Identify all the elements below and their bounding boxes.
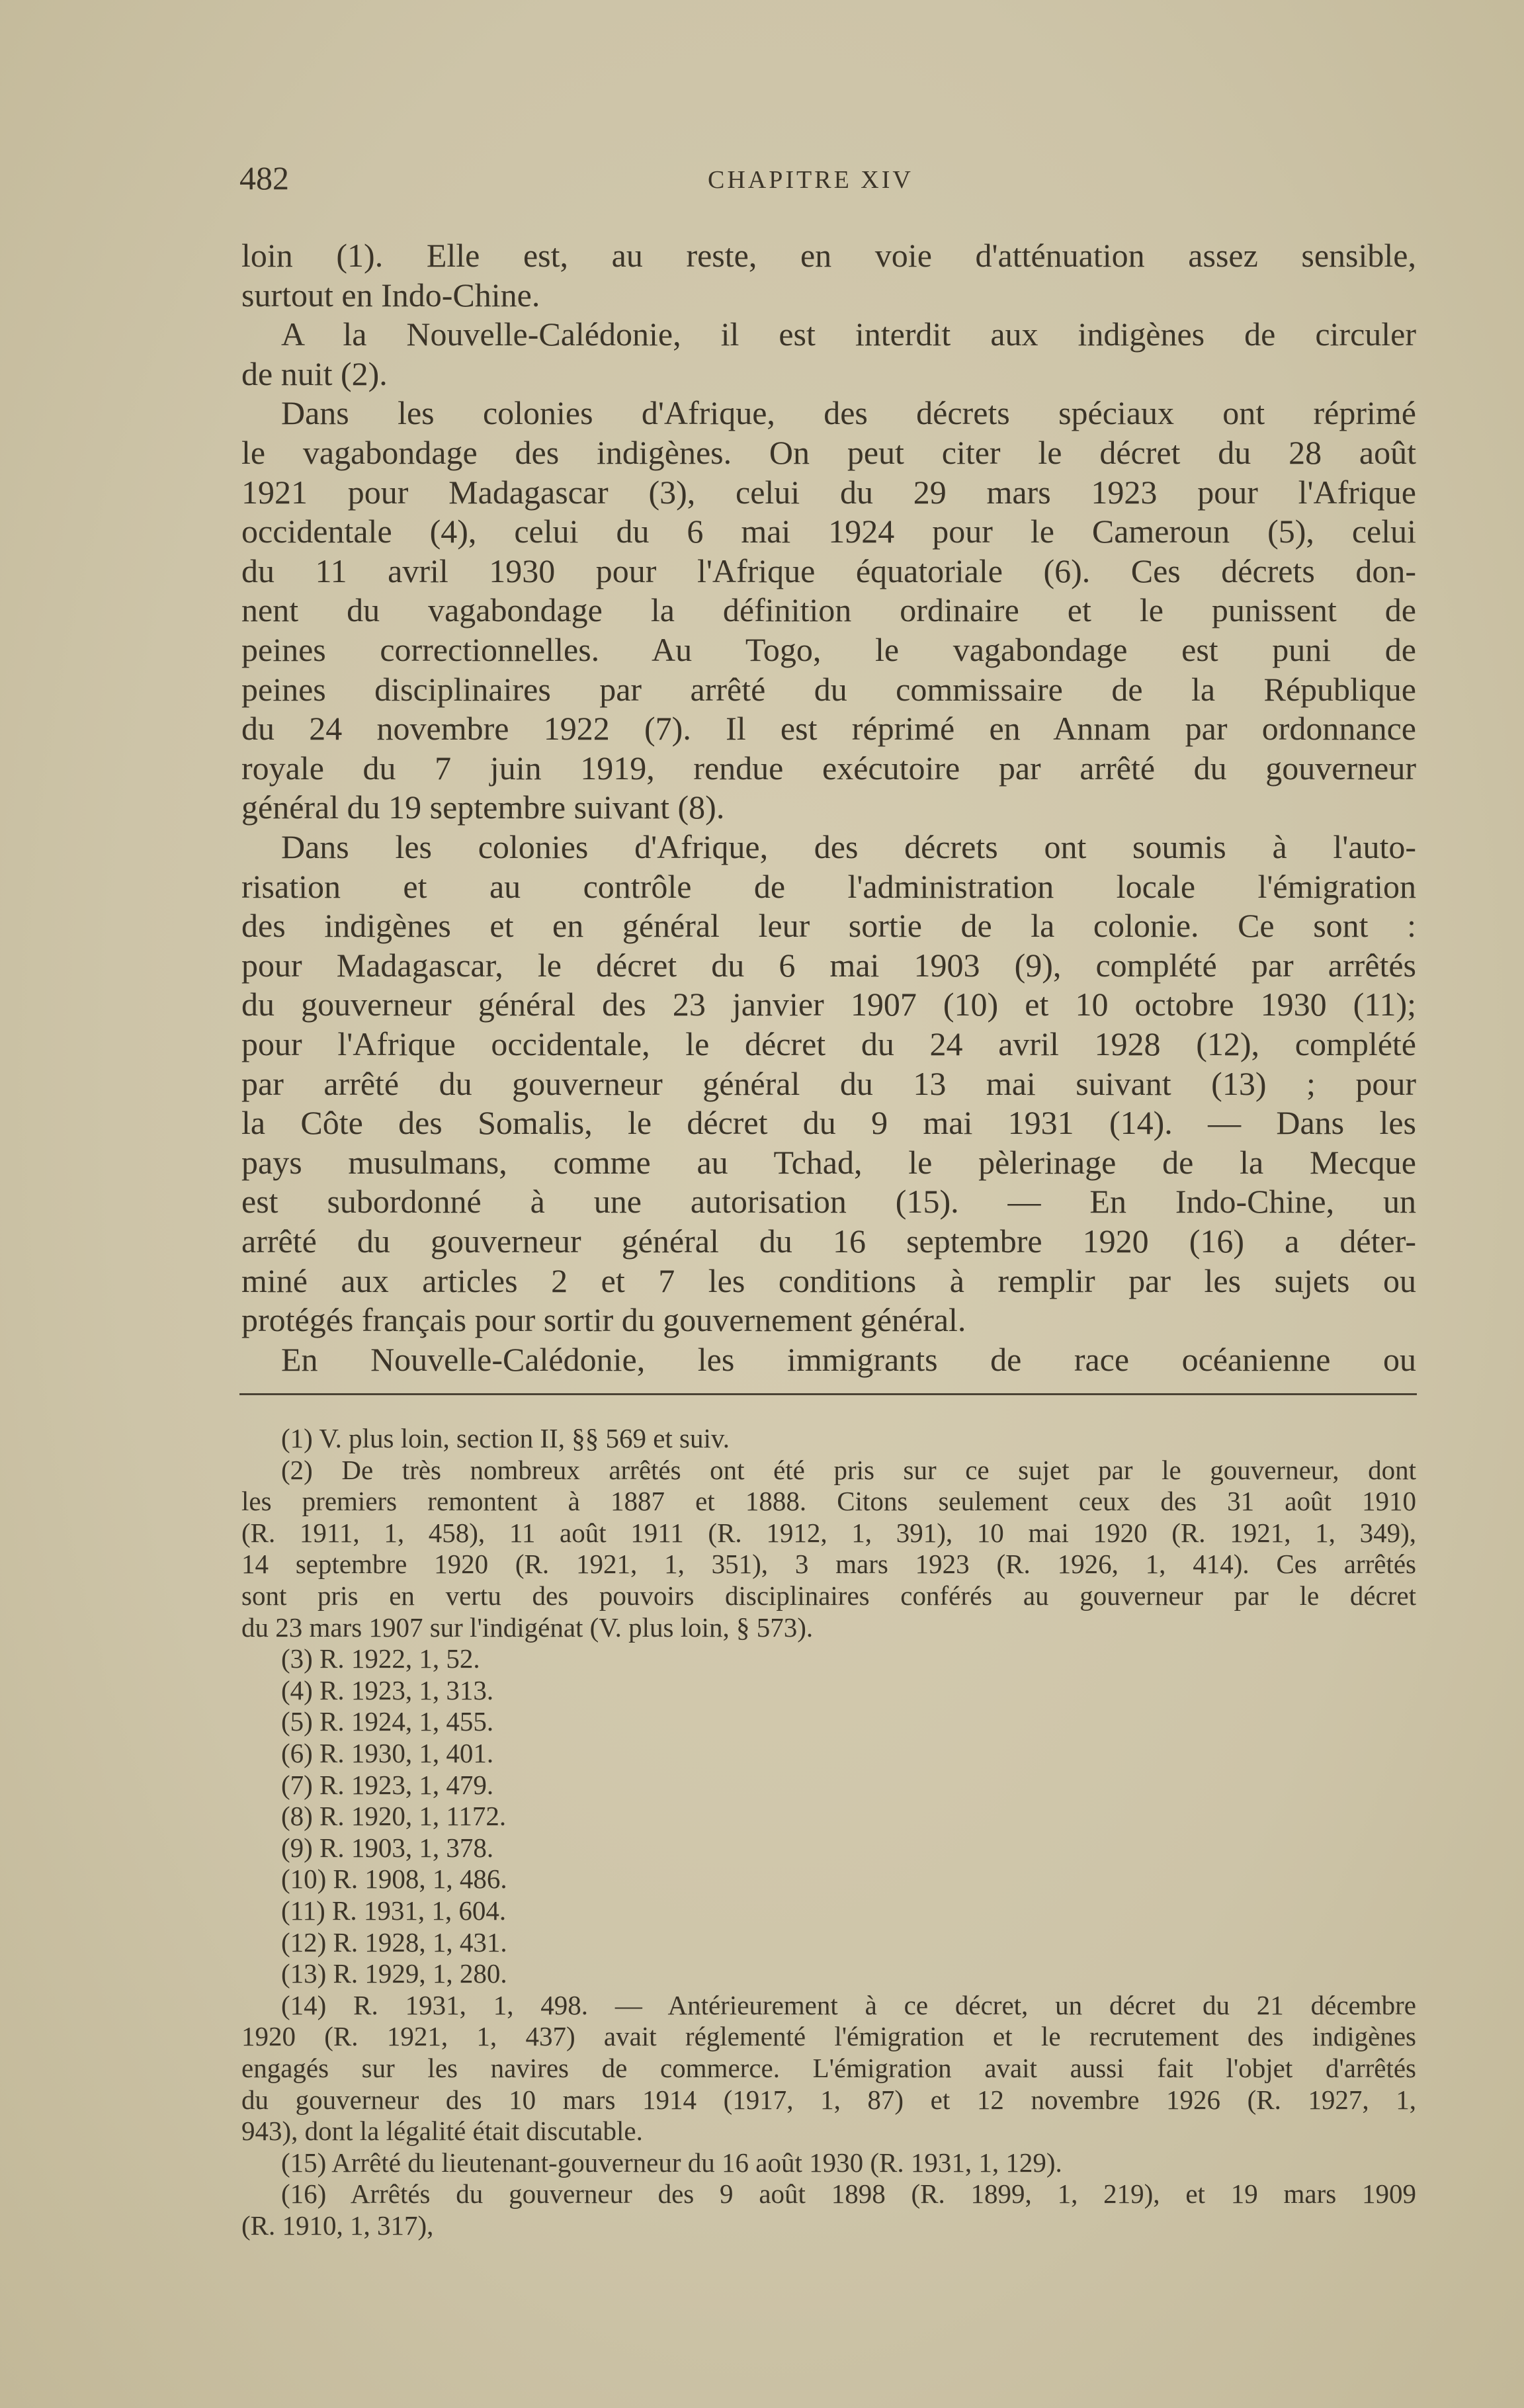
body-text-line: A la Nouvelle-Calédonie, il est interdit aux indigènes de circuler: [281, 316, 1416, 353]
body-text-line: le vagabondage des indigènes. On peut citer le décret du 28 août: [241, 434, 1416, 471]
footnote-line: du 23 mars 1907 sur l'indigénat (V. plus loin, § 573).: [241, 1612, 814, 1643]
footnote-line: (10) R. 1908, 1, 486.: [281, 1864, 507, 1895]
body-text-line: occidentale (4), celui du 6 mai 1924 pour le Cameroun (5), celui: [241, 513, 1416, 550]
page-number: 482: [239, 159, 289, 196]
body-text-line: nent du vagabondage la définition ordinaire et le punissent de: [241, 591, 1416, 629]
footnote-line: (R. 1910, 1, 317),: [241, 2210, 434, 2241]
footnote-line: (1) V. plus loin, section II, §§ 569 et suiv.: [281, 1423, 730, 1453]
footnote-line: les premiers remontent à 1887 et 1888. Citons seulement ceux des 31 août 1910: [241, 1486, 1416, 1517]
footnote-line: 943), dont la légalité était discutable.: [241, 2116, 643, 2147]
body-text-line: surtout en Indo-Chine.: [241, 276, 540, 314]
footnote-line: (15) Arrêté du lieutenant-gouverneur du 16 août 1930 (R. 1931, 1, 129).: [281, 2147, 1062, 2178]
body-text-line: pour l'Afrique occidentale, le décret du 24 avril 1928 (12), complété: [241, 1025, 1416, 1062]
footnote-line: (8) R. 1920, 1, 1172.: [281, 1801, 507, 1832]
body-text-line: miné aux articles 2 et 7 les conditions à remplir par les sujets ou: [241, 1262, 1416, 1299]
body-text-line: pour Madagascar, le décret du 6 mai 1903 (9), complété par arrêtés: [241, 946, 1416, 984]
body-text-line: par arrêté du gouverneur général du 13 mai suivant (13) ; pour: [241, 1064, 1416, 1102]
footnote-line: (7) R. 1923, 1, 479.: [281, 1769, 494, 1800]
running-title: CHAPITRE XIV: [708, 166, 913, 194]
footnote-line: sont pris en vertu des pouvoirs disciplinaires conférés au gouverneur par le décret: [241, 1580, 1416, 1611]
body-text-line: pays musulmans, comme au Tchad, le pèlerinage de la Mecque: [241, 1143, 1416, 1181]
footnote-line: (12) R. 1928, 1, 431.: [281, 1926, 507, 1957]
body-text-line: du gouverneur général des 23 janvier 1907 (10) et 10 octobre 1930 (11);: [241, 986, 1416, 1023]
body-text-line: protégés français pour sortir du gouvernement général.: [241, 1301, 966, 1339]
footnote-separator: [239, 1393, 1417, 1395]
footnote-line: (4) R. 1923, 1, 313.: [281, 1674, 494, 1705]
footnote-line: (14) R. 1931, 1, 498. — Antérieurement à ce décret, un décret du 21 décembre: [281, 1989, 1416, 2020]
body-text-line: la Côte des Somalis, le décret du 9 mai 1931 (14). — Dans les: [241, 1104, 1416, 1142]
body-text-line: de nuit (2).: [241, 355, 388, 392]
body-text-line: général du 19 septembre suivant (8).: [241, 789, 725, 826]
footnote-line: 1920 (R. 1921, 1, 437) avait réglementé l'émigration et le recrutement des indigènes: [241, 2021, 1416, 2052]
body-text-line: Dans les colonies d'Afrique, des décrets ont soumis à l'auto-: [281, 828, 1416, 865]
body-text-line: En Nouvelle-Calédonie, les immigrants de race océanienne ou: [281, 1340, 1416, 1378]
body-text-line: Dans les colonies d'Afrique, des décrets spéciaux ont réprimé: [281, 394, 1416, 432]
body-text-line: peines disciplinaires par arrêté du commissaire de la République: [241, 670, 1416, 708]
footnote-line: du gouverneur des 10 mars 1914 (1917, 1, 87) et 12 novembre 1926 (R. 1927, 1,: [241, 2084, 1416, 2115]
footnote-line: engagés sur les navires de commerce. L'émigration avait aussi fait l'objet d'arrêtés: [241, 2053, 1416, 2083]
body-text-line: arrêté du gouverneur général du 16 septembre 1920 (16) a déter-: [241, 1223, 1416, 1260]
body-text-line: est subordonné à une autorisation (15). — En Indo-Chine, un: [241, 1183, 1416, 1221]
body-text-line: loin (1). Elle est, au reste, en voie d'atténuation assez sensible,: [241, 237, 1416, 274]
footnote-line: (11) R. 1931, 1, 604.: [281, 1895, 507, 1926]
footnote-line: (9) R. 1903, 1, 378.: [281, 1832, 494, 1863]
body-text-line: des indigènes et en général leur sortie de la colonie. Ce sont :: [241, 907, 1416, 945]
footnote-line: (3) R. 1922, 1, 52.: [281, 1643, 480, 1674]
footnote-line: (6) R. 1930, 1, 401.: [281, 1738, 494, 1768]
footnote-line: 14 septembre 1920 (R. 1921, 1, 351), 3 mars 1923 (R. 1926, 1, 414). Ces arrêtés: [241, 1549, 1416, 1580]
body-text-line: peines correctionnelles. Au Togo, le vagabondage est puni de: [241, 631, 1416, 668]
body-text-line: royale du 7 juin 1919, rendue exécutoire par arrêté du gouverneur: [241, 749, 1416, 787]
footnote-line: (5) R. 1924, 1, 455.: [281, 1706, 494, 1737]
body-text-line: 1921 pour Madagascar (3), celui du 29 mars 1923 pour l'Afrique: [241, 473, 1416, 511]
footnote-line: (2) De très nombreux arrêtés ont été pris sur ce sujet par le gouverneur, dont: [281, 1454, 1416, 1485]
body-text-line: risation et au contrôle de l'administration locale l'émigration: [241, 867, 1416, 905]
footnote-line: (16) Arrêtés du gouverneur des 9 août 1898 (R. 1899, 1, 219), et 19 mars 1909: [281, 2178, 1416, 2210]
body-text-line: du 11 avril 1930 pour l'Afrique équatoriale (6). Ces décrets don-: [241, 552, 1416, 589]
footnote-line: (R. 1911, 1, 458), 11 août 1911 (R. 1912, 1, 391), 10 mai 1920 (R. 1921, 1, 349),: [241, 1517, 1416, 1548]
footnote-line: (13) R. 1929, 1, 280.: [281, 1958, 507, 1989]
body-text-line: du 24 novembre 1922 (7). Il est réprimé en Annam par ordonnance: [241, 710, 1416, 748]
